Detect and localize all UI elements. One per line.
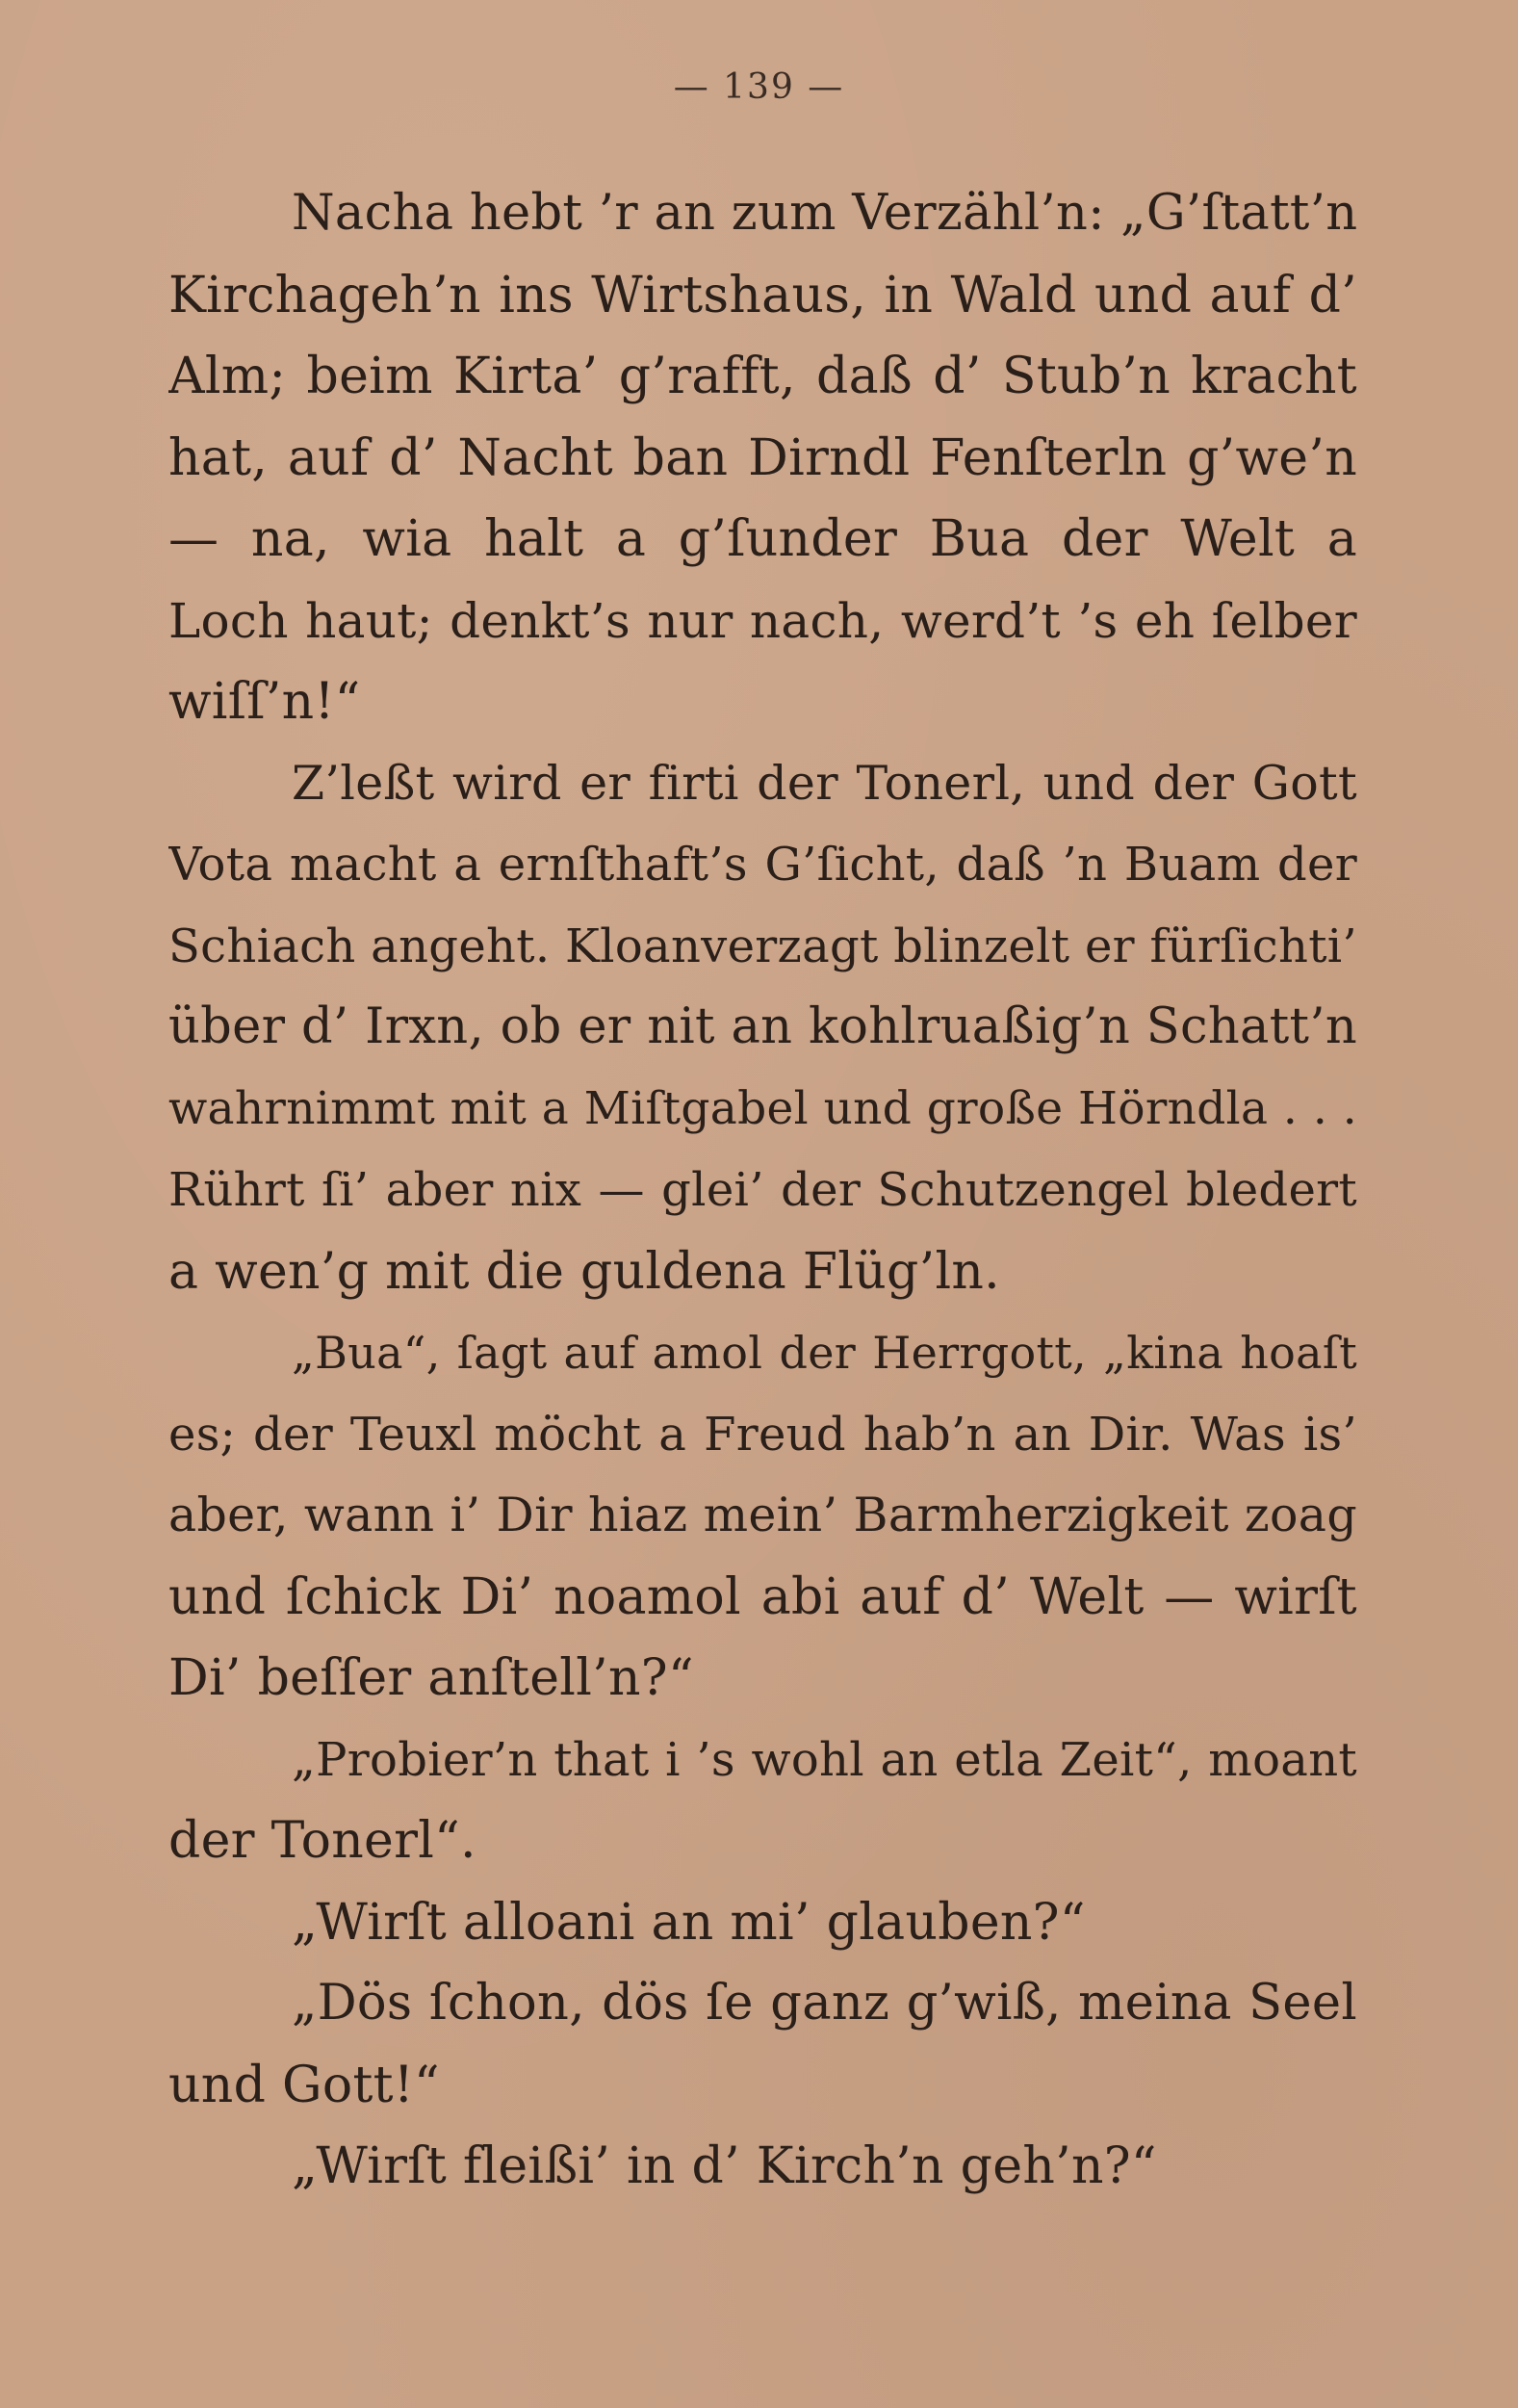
text-line: Kirchageh’n ins Wirtshaus, in Wald und auf d’: [168, 266, 1357, 324]
text-line: wahrnimmt mit a Miſtgabel und große Hörndla . . .: [168, 1081, 1357, 1135]
text-line: Schiach angeht. Kloanverzagt blinzelt er fürſichti’: [168, 919, 1357, 973]
text-line: hat, auf d’ Nacht ban Dirndl Fenſterln g’we’n: [168, 428, 1357, 487]
text-line: „Probier’n that i ’s wohl an etla Zeit“, moant: [292, 1732, 1357, 1787]
text-line: über d’ Irxn, ob er nit an kohlruaßig’n Schatt’n: [168, 998, 1357, 1055]
text-line: a wen’g mit die guldena Flüg’ln.: [168, 1242, 1000, 1301]
page-number: — 139 —: [673, 67, 845, 107]
body-text: [168, 173, 1357, 2208]
text-line: Loch haut; denkt’s nur nach, werd’t ’s eh ſelber: [168, 592, 1357, 649]
text-line: Vota macht a ernſthaft’s G’ſicht, daß ’n Buam der: [168, 838, 1357, 892]
text-line: „Bua“, ſagt auf amol der Herrgott, „kina hoaſt: [292, 1327, 1357, 1379]
text-line: „Wirſt fleißi’ in d’ Kirch’n geh’n?“: [292, 2137, 1157, 2195]
text-line: Rührt ſi’ aber nix — glei’ der Schutzengel bledert: [168, 1163, 1357, 1217]
text-line: „Wirſt alloani an mi’ glauben?“: [292, 1893, 1086, 1952]
text-line: Alm; beim Kirta’ g’rafft, daß d’ Stub’n kracht: [168, 348, 1357, 405]
text-line: wiſſ’n!“: [168, 673, 361, 731]
text-line: und Gott!“: [168, 2056, 440, 2114]
text-line: „Dös ſchon, dös ſe ganz g’wiß, meina Seel: [292, 1975, 1357, 2032]
text-line: es; der Teuxl möcht a Freud hab’n an Dir. Was is’: [168, 1407, 1357, 1462]
text-line: und ſchick Di’ noamol abi auf d’ Welt — wirſt: [168, 1567, 1357, 1626]
text-line: der Tonerl“.: [168, 1812, 476, 1870]
text-line: — na, wia halt a g’ſunder Bua der Welt a: [168, 510, 1357, 568]
text-line: Nacha hebt ’r an zum Verzähl’n: „G’ſtatt’n: [292, 185, 1357, 242]
text-line: aber, wann i’ Dir hiaz mein’ Barmherzigkeit zoag: [168, 1488, 1357, 1542]
text-line: Di’ beſſer anſtell’n?“: [168, 1649, 694, 1707]
text-line: Z’leßt wird er firti der Tonerl, und der Gott: [292, 755, 1357, 811]
